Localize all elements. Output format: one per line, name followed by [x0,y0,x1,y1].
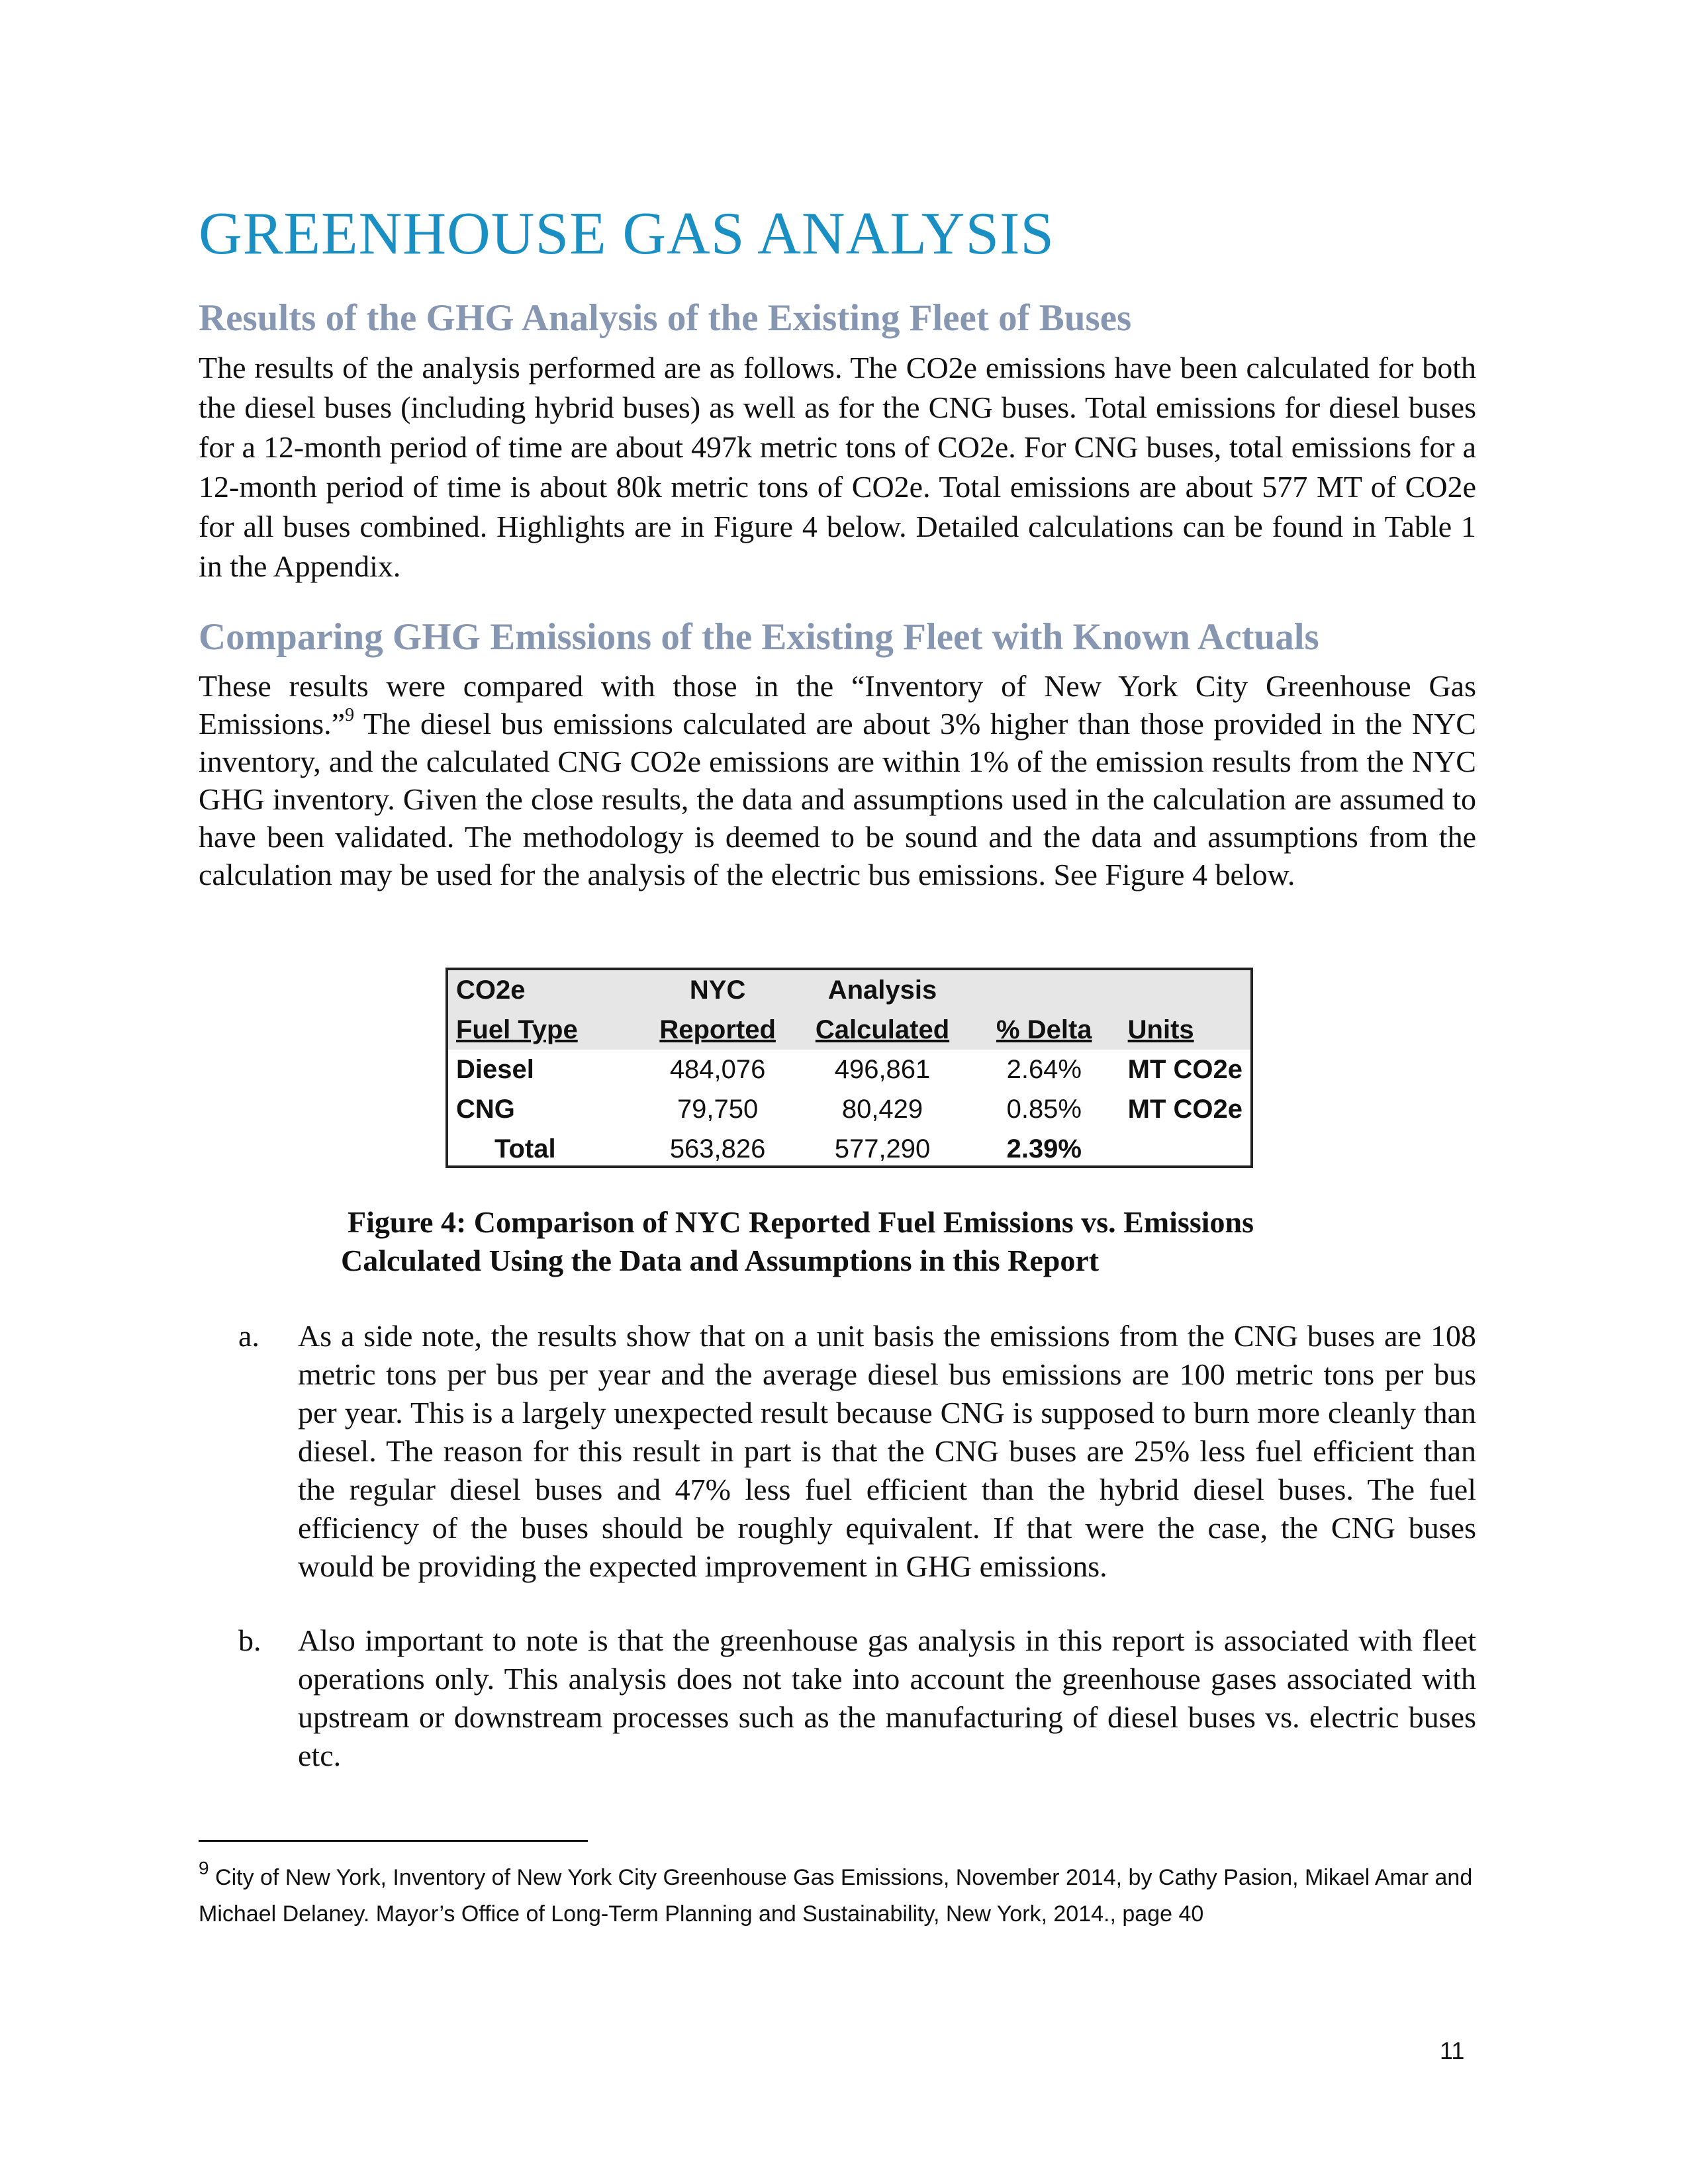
section-comparing-body [199,667,1476,893]
header-cell: Fuel Type [448,1010,639,1050]
section-comparing-title: Comparing GHG Emissions of the Existing Fleet with Known Actuals [199,616,1319,658]
header-cell: Reported [639,1010,796,1050]
table-cell: 496,861 [834,1054,931,1084]
table-cell: 577,290 [834,1134,931,1163]
table-row [448,1089,1250,1129]
footnote-reference: 9 [345,704,355,725]
table-cell: MT CO2e [1127,1094,1243,1124]
table-header-row [448,1010,1250,1050]
table-cell: 2.39% [1006,1134,1082,1163]
table-cell: 79,750 [677,1094,759,1124]
table-cell: 563,826 [669,1134,766,1163]
list-item [238,1317,1476,1586]
section-results-title: Results of the GHG Analysis of the Existing Fleet of Buses [199,297,1132,339]
list-item [238,1621,1476,1775]
notes-list [238,1621,1476,1775]
header-cell: Analysis [796,970,968,1010]
list-item-text: As a side note, the results show that on a unit basis the emissions from the CNG buses are 108 metric tons per bus per year and the average diesel bus emissions are 100 metric tons per bus per year. This is a largely unexpected result because CNG is supposed to burn more cleanly than diesel. The reason for this result in part is that the CNG buses are 25% less fuel efficient than the regular diesel buses and 47% less fuel efficient than the hybrid diesel buses. The fuel efficiency of the buses should be roughly equivalent. If that were the case, the CNG buses would be providing the expected improvement in GHG emissions. [298,1319,1476,1583]
footnote-number: 9 [199,1857,209,1878]
header-cell [1120,970,1250,1010]
table-cell: 0.85% [1006,1094,1082,1124]
section-results-body: The results of the analysis performed are as follows. The CO2e emissions have been calculated for both the diesel buses (including hybrid buses) as well as for the CNG buses. Total emissions for diesel buses for a 12-month period of time are about 497k metric tons of CO2e. For CNG buses, total emissions for a 12-month period of time is about 80k metric tons of CO2e. Total emissions are about 577 MT of CO2e for all buses combined. Highlights are in Figure 4 below. Detailed calculations can be found in Table 1 in the Appendix. [199,351,1476,583]
table-cell: 484,076 [669,1054,766,1084]
emissions-comparison-table [445,968,1253,1168]
list-marker: a. [238,1319,259,1353]
table-cell: CNG [456,1094,515,1124]
header-cell [968,970,1120,1010]
table-header-row [448,970,1250,1010]
footnote-separator [199,1840,588,1842]
header-cell: Units [1120,1010,1250,1050]
table-cell: Diesel [456,1054,534,1084]
footnote [199,1857,1483,1933]
comparing-body-rest: The diesel bus emissions calculated are about 3% higher than those provided in the NYC inventory, and the calculated CNG CO2e emissions are within 1% of the emission results from the NYC GHG inventory. Given the close results, the data and assumptions used in the calculation are assumed to have been validated. The methodology is deemed to be sound and the data and assumptions from the calculation may be used for the analysis of the electric bus emissions. See Figure 4 below. [199,707,1476,891]
page-number: 11 [1440,2037,1465,2064]
comparing-body-start: These results were compared with those in the “Inventory of New York City Greenhouse Gas Emissions.” [199,669,1476,741]
table-row [448,1129,1250,1169]
header-cell: Calculated [796,1010,968,1050]
header-cell: % Delta [968,1010,1120,1050]
list-marker: b. [238,1623,261,1657]
table-cell: MT CO2e [1127,1054,1243,1084]
table-cell: 2.64% [1006,1054,1082,1084]
table-cell: Total [494,1134,556,1163]
table-cell: 80,429 [841,1094,923,1124]
table-row [448,1050,1250,1089]
figure-caption-line1: Figure 4: Comparison of NYC Reported Fuel Emissions vs. Emissions [348,1205,1254,1239]
figure-caption-line2: Calculated Using the Data and Assumptions in this Report [341,1244,1100,1277]
notes-list [238,1317,1476,1586]
header-cell: NYC [639,970,796,1010]
header-cell: CO2e [448,970,639,1010]
list-item-text: Also important to note is that the greenhouse gas analysis in this report is associated with fleet operations only. This analysis does not take into account the greenhouse gases associated with upstream or downstream processes such as the manufacturing of diesel buses vs. electric buses etc. [298,1623,1476,1772]
page-heading: GREENHOUSE GAS ANALYSIS [199,200,1055,267]
footnote-text: City of New York, Inventory of New York City Greenhouse Gas Emissions, November 2014, by Cathy Pasion, Mikael Amar and Michael Delaney. Mayor’s Office of Long-Term Planning and Sustainability, New York, 2014., page 40 [199,1865,1473,1927]
table-cell [1120,1129,1250,1169]
